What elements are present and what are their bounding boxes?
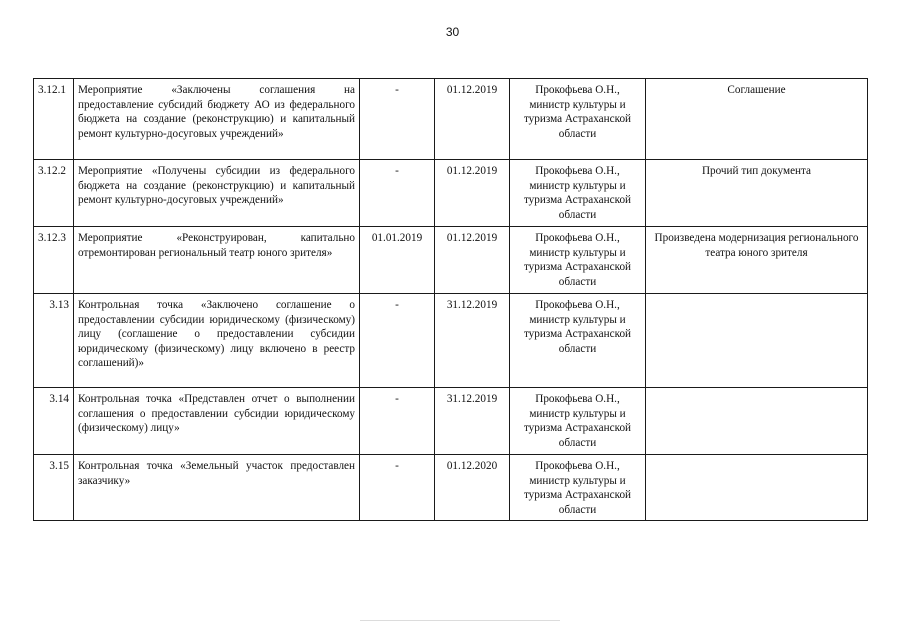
row-end-date: 31.12.2019 (435, 294, 510, 388)
row-number: 3.15 (34, 455, 74, 521)
row-description: Мероприятие «Реконструирован, капитально отремонтирован региональный театр юного зрителя» (74, 227, 360, 294)
row-responsible: Прокофьева О.Н., министр культуры и туризма Астраханской области (510, 79, 646, 160)
table-row (34, 227, 868, 294)
row-start-date: 01.01.2019 (360, 227, 435, 294)
table-row (34, 79, 868, 160)
table-row (34, 455, 868, 521)
row-responsible: Прокофьева О.Н., министр культуры и туризма Астраханской области (510, 160, 646, 227)
row-result (646, 388, 868, 455)
table-row (34, 294, 868, 388)
row-result (646, 294, 868, 388)
row-result: Соглашение (646, 79, 868, 160)
row-result (646, 455, 868, 521)
row-responsible: Прокофьева О.Н., министр культуры и туризма Астраханской области (510, 227, 646, 294)
row-end-date: 31.12.2019 (435, 388, 510, 455)
row-end-date: 01.12.2019 (435, 79, 510, 160)
row-end-date: 01.12.2019 (435, 227, 510, 294)
row-start-date: - (360, 160, 435, 227)
row-start-date: - (360, 388, 435, 455)
row-start-date: - (360, 294, 435, 388)
row-description: Контрольная точка «Представлен отчет о выполнении соглашения о предоставлении субсидии юридическому (физическому) лицу» (74, 388, 360, 455)
row-description: Мероприятие «Получены субсидии из федерального бюджета на создание (реконструкцию) и капитальный ремонт культурно-досуговых учреждений» (74, 160, 360, 227)
row-description: Мероприятие «Заключены соглашения на предоставление субсидий бюджету АО из федерального бюджета на создание (реконструкцию) и капитальный ремонт культурно-досуговых учреждений» (74, 79, 360, 160)
row-end-date: 01.12.2020 (435, 455, 510, 521)
row-number: 3.13 (34, 294, 74, 388)
row-result: Произведена модернизация регионального театра юного зрителя (646, 227, 868, 294)
row-description: Контрольная точка «Заключено соглашение о предоставлении субсидии юридическому (физическому) лицу (соглашение о предоставлении субсидии юридическому (физическому) лицу включено в реестр соглашений)» (74, 294, 360, 388)
row-result: Прочий тип документа (646, 160, 868, 227)
row-responsible: Прокофьева О.Н., министр культуры и туризма Астраханской области (510, 455, 646, 521)
row-responsible: Прокофьева О.Н., министр культуры и туризма Астраханской области (510, 388, 646, 455)
row-number: 3.12.1 (34, 79, 74, 160)
row-number: 3.14 (34, 388, 74, 455)
table-row (34, 160, 868, 227)
table-row (34, 388, 868, 455)
row-description: Контрольная точка «Земельный участок предоставлен заказчику» (74, 455, 360, 521)
scan-artifact-line (360, 620, 560, 621)
row-start-date: - (360, 455, 435, 521)
row-start-date: - (360, 79, 435, 160)
row-number: 3.12.3 (34, 227, 74, 294)
row-number: 3.12.2 (34, 160, 74, 227)
row-responsible: Прокофьева О.Н., министр культуры и туризма Астраханской области (510, 294, 646, 388)
activity-table (33, 78, 868, 521)
page-number: 30 (445, 25, 460, 39)
row-end-date: 01.12.2019 (435, 160, 510, 227)
